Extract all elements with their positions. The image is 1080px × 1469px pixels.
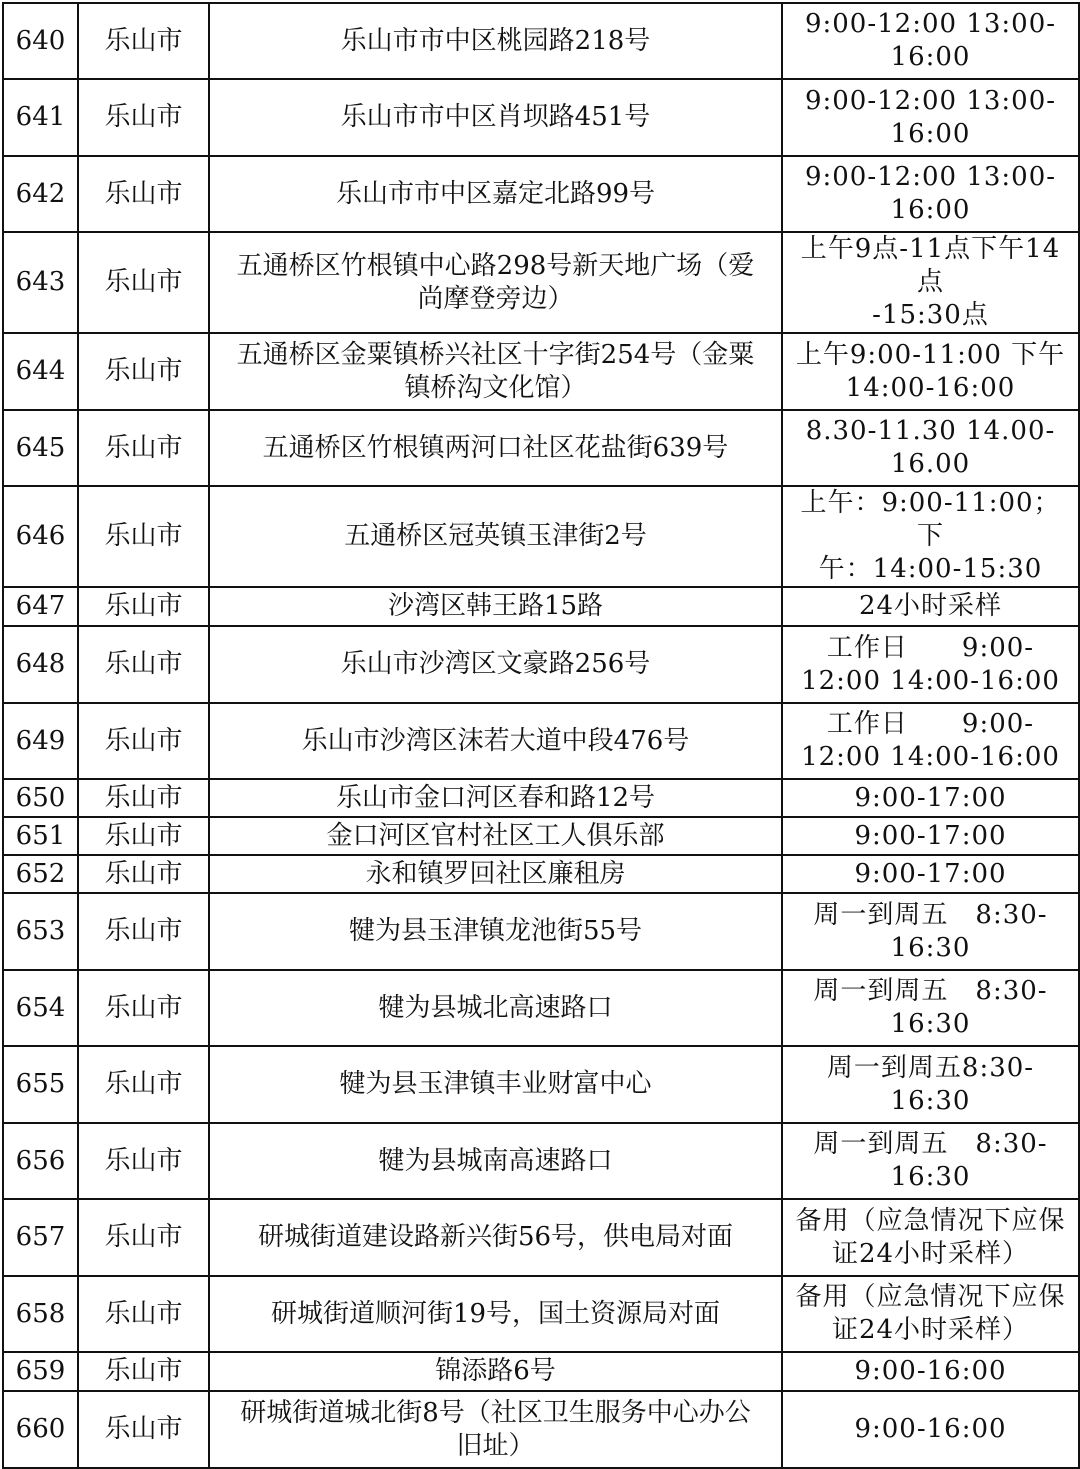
row-number-cell: 656 [3, 1123, 78, 1199]
hours-cell-line: 12:00 14:00-16:00 [801, 665, 1060, 696]
city-cell: 乐山市 [78, 1123, 209, 1199]
hours-cell-line: 9:00-12:00 13:00- [804, 162, 1057, 192]
row-number-cell: 641 [3, 79, 78, 156]
row-number-cell: 660 [3, 1391, 78, 1468]
city-cell: 乐山市 [78, 893, 209, 970]
table-row [3, 1352, 1079, 1391]
table-row [3, 156, 1079, 232]
address-cell-line: 镇桥沟文化馆） [404, 372, 587, 403]
address-cell-line: 乐山市金口河区春和路12号 [335, 782, 656, 813]
hours-cell [782, 1352, 1079, 1391]
address-cell-line: 五通桥区金粟镇桥兴社区十字街254号（金粟 [236, 339, 755, 370]
row-number-cell: 659 [3, 1352, 78, 1391]
city-cell: 乐山市 [78, 79, 209, 156]
address-cell [209, 232, 782, 333]
address-cell [209, 79, 782, 156]
hours-cell-line: 9:00-16:00 [854, 1356, 1007, 1386]
row-number-cell: 654 [3, 970, 78, 1046]
hours-cell [782, 232, 1079, 333]
hours-cell-line: 上午：9:00-11:00；下 [800, 488, 1061, 551]
hours-cell [782, 486, 1079, 587]
row-number-cell: 646 [3, 486, 78, 587]
hours-cell [782, 970, 1079, 1046]
address-cell [209, 587, 782, 626]
address-cell [209, 156, 782, 232]
hours-cell [782, 703, 1079, 779]
row-number-cell: 647 [3, 587, 78, 626]
table-row [3, 703, 1079, 779]
city-cell: 乐山市 [78, 3, 209, 79]
hours-cell-line: 备用（应急情况下应保 [795, 1205, 1066, 1236]
address-cell [209, 970, 782, 1046]
city-cell: 乐山市 [78, 486, 209, 587]
address-cell-line: 研城街道建设路新兴街56号，供电局对面 [257, 1222, 734, 1252]
address-cell-line: 尚摩登旁边） [417, 283, 574, 314]
address-cell-line: 五通桥区竹根镇中心路298号新天地广场（爱 [236, 250, 755, 281]
table-row [3, 333, 1079, 410]
address-cell [209, 1046, 782, 1123]
row-number-cell: 644 [3, 333, 78, 410]
row-number-cell: 640 [3, 3, 78, 79]
table-row [3, 970, 1079, 1046]
table-row [3, 79, 1079, 156]
table-row [3, 855, 1079, 893]
city-cell: 乐山市 [78, 1276, 209, 1352]
hours-cell-line: 16:30 [890, 1162, 971, 1192]
hours-cell [782, 1199, 1079, 1276]
hours-cell-line: 12:00 14:00-16:00 [801, 742, 1060, 772]
address-cell-line: 犍为县玉津镇丰业财富中心 [339, 1069, 652, 1099]
hours-cell-line: 上午9:00-11:00 下午 [795, 339, 1066, 370]
address-cell-line: 锦添路6号 [435, 1356, 556, 1386]
hours-cell-line: 8.30-11.30 14.00- [805, 416, 1056, 446]
hours-cell [782, 1391, 1079, 1468]
address-cell [209, 1199, 782, 1276]
row-number-cell: 651 [3, 817, 78, 855]
testing-sites-table [2, 2, 1080, 1469]
address-cell [209, 1123, 782, 1199]
hours-cell-line: 周一到周五8:30-16:30 [826, 1052, 1035, 1116]
city-cell: 乐山市 [78, 410, 209, 486]
address-cell [209, 626, 782, 703]
hours-cell-line: 24小时采样 [858, 591, 1003, 621]
address-cell-line: 乐山市沙湾区沫若大道中段476号 [301, 725, 690, 756]
hours-cell-line: 16.00 [890, 449, 971, 479]
city-cell: 乐山市 [78, 587, 209, 626]
table-row [3, 486, 1079, 587]
address-cell-line: 金口河区官村社区工人俱乐部 [326, 820, 665, 851]
hours-cell [782, 410, 1079, 486]
hours-cell-line: 9:00-12:00 13:00- [804, 9, 1057, 39]
hours-cell-line: 16:30 [890, 932, 971, 963]
row-number-cell: 649 [3, 703, 78, 779]
table-row [3, 1199, 1079, 1276]
hours-cell-line: 午：14:00-15:30 [818, 554, 1043, 584]
city-cell: 乐山市 [78, 1391, 209, 1468]
city-cell: 乐山市 [78, 970, 209, 1046]
table-row [3, 1391, 1079, 1468]
row-number-cell: 648 [3, 626, 78, 703]
row-number-cell: 642 [3, 156, 78, 232]
address-cell [209, 486, 782, 587]
address-cell [209, 1276, 782, 1352]
row-number-cell: 658 [3, 1276, 78, 1352]
hours-cell [782, 817, 1079, 855]
table-row [3, 1276, 1079, 1352]
table-row [3, 232, 1079, 333]
hours-cell-line: 上午9点-11点下午14点 [800, 234, 1061, 297]
city-cell: 乐山市 [78, 855, 209, 893]
address-cell-line: 沙湾区韩王路15路 [387, 591, 604, 621]
table-row [3, 1123, 1079, 1199]
hours-cell [782, 855, 1079, 893]
city-cell: 乐山市 [78, 703, 209, 779]
address-cell-line: 五通桥区竹根镇两河口社区花盐街639号 [262, 432, 729, 463]
address-cell [209, 855, 782, 893]
address-cell [209, 1352, 782, 1391]
row-number-cell: 643 [3, 232, 78, 333]
address-cell-line: 五通桥区冠英镇玉津街2号 [344, 521, 647, 551]
hours-cell-line: 周一到周五 8:30- [813, 899, 1048, 930]
address-cell-line: 犍为县城北高速路口 [378, 992, 613, 1023]
row-number-cell: 655 [3, 1046, 78, 1123]
row-number-cell: 650 [3, 779, 78, 817]
address-cell [209, 893, 782, 970]
city-cell: 乐山市 [78, 626, 209, 703]
hours-cell [782, 156, 1079, 232]
hours-cell [782, 79, 1079, 156]
address-cell [209, 817, 782, 855]
table-row [3, 893, 1079, 970]
city-cell: 乐山市 [78, 1046, 209, 1123]
hours-cell-line: 工作日 9:00- [826, 709, 1035, 739]
row-number-cell: 657 [3, 1199, 78, 1276]
hours-cell-line: 16:00 [890, 42, 971, 72]
table-row [3, 410, 1079, 486]
hours-cell [782, 779, 1079, 817]
table-row [3, 3, 1079, 79]
hours-cell-line: 9:00-17:00 [854, 782, 1007, 813]
row-number-cell: 652 [3, 855, 78, 893]
address-cell [209, 1391, 782, 1468]
address-cell-line: 乐山市市中区肖坝路451号 [340, 102, 651, 132]
table-row [3, 626, 1079, 703]
table-row [3, 1046, 1079, 1123]
address-cell [209, 333, 782, 410]
hours-cell-line: 证24小时采样） [831, 1315, 1030, 1345]
hours-cell [782, 333, 1079, 410]
hours-cell-line: 16:00 [890, 195, 971, 225]
city-cell: 乐山市 [78, 817, 209, 855]
address-cell [209, 779, 782, 817]
address-cell-line: 乐山市市中区嘉定北路99号 [335, 178, 656, 209]
address-cell-line: 犍为县玉津镇龙池街55号 [348, 916, 643, 946]
hours-cell [782, 1123, 1079, 1199]
address-cell [209, 703, 782, 779]
hours-cell-line: 工作日 9:00- [826, 632, 1035, 663]
row-number-cell: 645 [3, 410, 78, 486]
city-cell: 乐山市 [78, 1352, 209, 1391]
hours-cell [782, 626, 1079, 703]
hours-cell [782, 3, 1079, 79]
hours-cell-line: 周一到周五 8:30- [813, 1129, 1048, 1159]
hours-cell-line: 14:00-16:00 [845, 372, 1016, 403]
city-cell: 乐山市 [78, 156, 209, 232]
city-cell: 乐山市 [78, 333, 209, 410]
table-row [3, 779, 1079, 817]
address-cell-line: 永和镇罗回社区廉租房 [365, 858, 626, 889]
hours-cell-line: 备用（应急情况下应保 [795, 1282, 1066, 1312]
hours-cell [782, 893, 1079, 970]
address-cell [209, 3, 782, 79]
address-cell-line: 犍为县城南高速路口 [378, 1145, 613, 1176]
address-cell-line: 乐山市市中区桃园路218号 [340, 25, 651, 56]
hours-cell-line: 16:00 [890, 118, 971, 149]
hours-cell-line: 16:30 [890, 1009, 971, 1039]
table-body [3, 3, 1079, 1468]
hours-cell-line: 周一到周五 8:30- [813, 976, 1048, 1006]
hours-cell-line: 9:00-17:00 [854, 820, 1007, 851]
city-cell: 乐山市 [78, 232, 209, 333]
hours-cell-line: -15:30点 [872, 300, 989, 330]
city-cell: 乐山市 [78, 1199, 209, 1276]
table-row [3, 587, 1079, 626]
hours-cell-line: 9:00-17:00 [854, 858, 1007, 889]
address-cell-line: 研城街道城北街8号（社区卫生服务中心办公 [240, 1397, 751, 1428]
hours-cell [782, 1276, 1079, 1352]
city-cell: 乐山市 [78, 779, 209, 817]
hours-cell-line: 证24小时采样） [831, 1238, 1030, 1269]
row-number-cell: 653 [3, 893, 78, 970]
hours-cell [782, 587, 1079, 626]
hours-cell-line: 9:00-12:00 13:00- [804, 85, 1057, 116]
address-cell-line: 研城街道顺河街19号，国土资源局对面 [270, 1298, 721, 1329]
hours-cell [782, 1046, 1079, 1123]
address-cell [209, 410, 782, 486]
address-cell-line: 乐山市沙湾区文豪路256号 [340, 649, 651, 679]
address-cell-line: 旧址） [456, 1430, 535, 1461]
hours-cell-line: 9:00-16:00 [854, 1414, 1007, 1444]
table-row [3, 817, 1079, 855]
